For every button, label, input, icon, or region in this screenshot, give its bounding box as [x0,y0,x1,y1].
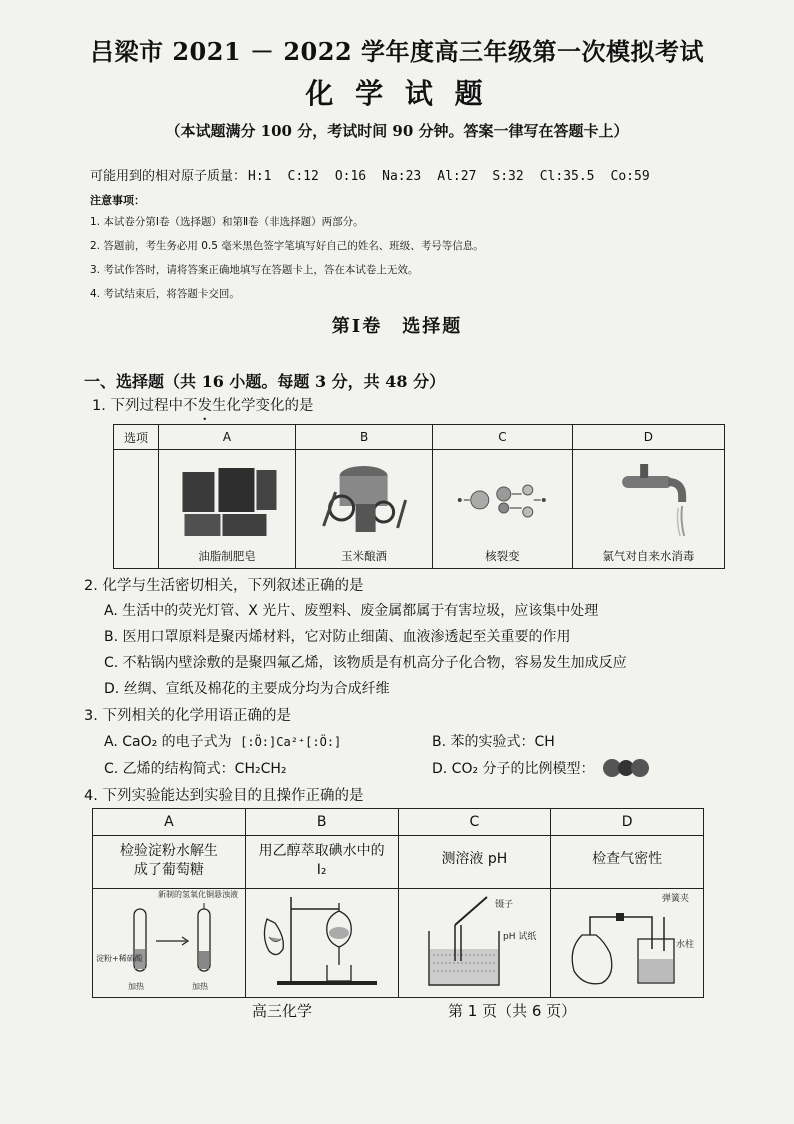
q3-option-d-text: D. CO₂ 分子的比例模型： [432,761,595,777]
q4-option-a-header: A [93,809,246,836]
electron-formula: [:Ö:]Ca²⁺[:Ö:] [240,735,342,749]
clamp-label: 弹簧夹 [662,894,690,904]
q4-desc-a-text: 检验淀粉水解生成了葡萄糖 [119,843,218,878]
q2-option-b: B. 医用口罩原料是聚丙烯材料，它对防止细菌、血液渗透起至关重要的作用 [104,629,571,645]
notice-item: 3. 考试作答时，请将答案正确地填写在答题卡上，答在本试卷上无效。 [90,264,419,276]
question-3-stem: 3. 下列相关的化学用语正确的是 [84,708,291,724]
notice-item: 4. 考试结束后，将答题卡交回。 [90,288,240,300]
q2-option-d: D. 丝绸、宣纸及棉花的主要成分均为合成纤维 [104,681,390,697]
option-c-caption: 核裂变 [485,549,520,563]
atomic-masses-label: 可能用到的相对原子质量： [90,169,247,184]
atomic-masses [90,165,650,184]
airtightness-diagram [552,889,702,993]
option-a-caption: 油脂制肥皂 [198,549,256,563]
atomic-mass-item: O:16 [334,169,367,184]
q4-option-a-diagram [93,889,246,998]
q4-option-b-header: B [245,809,398,836]
atomic-mass-item: Al:27 [437,169,477,184]
q4-option-a-desc [93,836,246,889]
part-heading: 一、选择题（共 16 小题。每题 3 分，共 48 分） [84,372,446,391]
q4-desc-d-text: 检查气密性 [592,851,663,867]
water-column-label: 水柱 [676,940,695,950]
q1-stem-emphasis: 不发生 [182,398,227,414]
q4-option-c-desc [398,836,551,889]
q1-stem-suffix: 化学变化的是 [226,398,314,414]
q4-option-c-header: C [398,809,551,836]
q4-desc-b-text: 用乙醇萃取碘水中的 I₂ [258,843,385,878]
atomic-mass-item: S:32 [492,169,524,184]
atomic-mass-item: Co:59 [610,169,650,184]
q3-option-a-text: A. CaO₂ 的电子式为 [104,734,232,750]
atomic-mass-item: C:12 [287,169,319,184]
option-b-caption: 玉米酿酒 [341,549,388,563]
footer-page: 第 1 页（共 6 页） [448,1002,577,1020]
subject-title: 化 学 试 题 [305,77,489,110]
exam-instructions: （本试题满分 100 分，考试时间 90 分钟。答案一律写在答题卡上） [165,122,629,140]
question-2-stem: 2. 化学与生活密切相关，下列叙述正确的是 [84,578,364,594]
q2-option-a: A. 生活中的荧光灯管、X 光片、废塑料、废金属都属于有害垃圾，应该集中处理 [104,603,599,619]
option-c-header: C [433,425,573,450]
q2-option-c: C. 不粘锅内壁涂敷的是聚四氟乙烯，该物质是有机高分子化合物，容易发生加成反应 [104,655,627,671]
atomic-mass-item: Cl:35.5 [539,169,595,184]
question-4-table [92,808,704,998]
reagent-label: 新制的氢氧化铜悬浊液 [157,890,238,899]
option-col-label: 选项 [114,425,159,450]
option-a-header: A [159,425,296,450]
notice-heading: 注意事项： [90,194,145,207]
q3-option-a [104,731,341,751]
option-b-header: B [295,425,432,450]
section-title: 第Ⅰ卷 选择题 [331,316,463,337]
option-b-cell [295,450,432,569]
empty-cell [114,450,159,569]
tweezers-label: 镊子 [495,900,514,910]
option-d-caption: 氯气对自来水消毒 [602,549,695,563]
q4-option-b-diagram [245,889,398,998]
exam-title: 吕梁市 2021 － 2022 学年度高三年级第一次模拟考试 [89,37,704,66]
nuclear-fission-image [433,456,572,544]
option-d-cell [572,450,724,569]
water-faucet-image [573,456,724,544]
q4-option-d-header: D [551,809,704,836]
atomic-mass-item: H:1 [248,169,272,184]
q3-option-d [432,758,651,778]
notice-item: 2. 答题前，考生务必用 0.5 毫米黑色签字笔填写好自己的姓名、班级、考号等信息。 [90,240,484,252]
q4-option-b-desc [245,836,398,889]
brewing-machine-image [296,456,432,544]
heat-label-1: 加热 [127,982,144,991]
atomic-mass-item: Na:23 [382,169,422,184]
test-tube-diagram [94,889,244,993]
option-d-header: D [572,425,724,450]
separatory-funnel-diagram [247,889,397,993]
q1-stem-prefix: 1. 下列过程中 [92,398,183,414]
heat-label-2: 加热 [191,982,208,991]
q3-option-b: B. 苯的实验式：CH [432,734,555,750]
q4-option-c-diagram [398,889,551,998]
question-1-stem [92,394,313,415]
question-1-table [113,424,725,569]
option-c-cell [433,450,573,569]
q3-option-c: C. 乙烯的结构简式：CH₂CH₂ [104,761,287,777]
question-4-stem: 4. 下列实验能达到实验目的且操作正确的是 [84,788,364,804]
option-a-cell [159,450,296,569]
ph-test-diagram [399,889,549,993]
co2-model-icon [601,758,651,778]
q4-option-d-diagram [551,889,704,998]
soap-bars-image [159,456,295,544]
ph-paper-label: pH 试纸 [503,932,537,942]
footer-subject: 高三化学 [252,1002,313,1020]
mixture-label: 淀粉+稀硫酸 [95,954,143,963]
q4-desc-c-text: 测溶液 pH [441,851,508,867]
q4-option-d-desc [551,836,704,889]
notice-item: 1. 本试卷分第Ⅰ卷（选择题）和第Ⅱ卷（非选择题）两部分。 [90,216,364,228]
